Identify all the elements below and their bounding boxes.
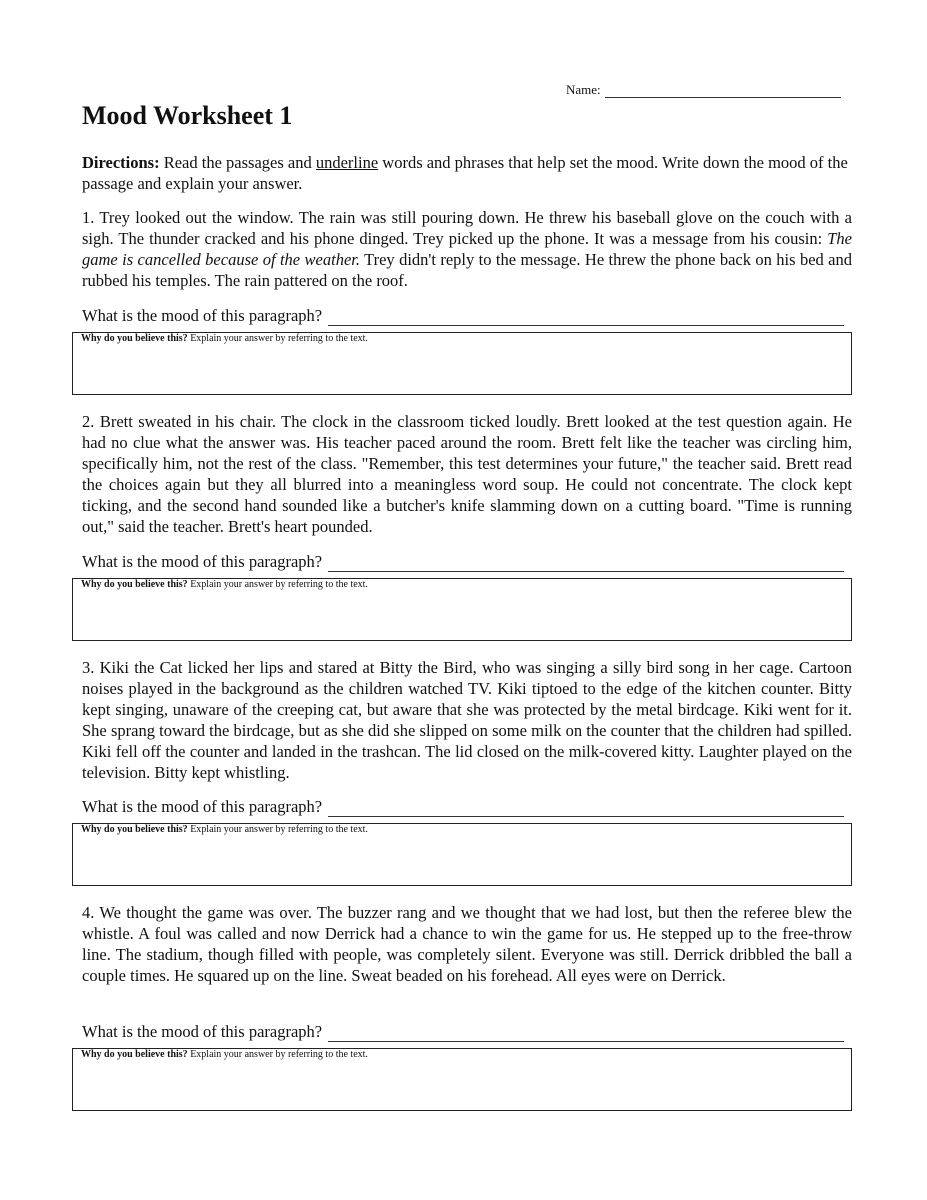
mood-answer-line-3[interactable] <box>328 800 844 817</box>
mood-question-3[interactable] <box>82 796 844 817</box>
answer-box-4-prompt-text: Explain your answer by referring to the text. <box>187 1049 368 1060</box>
passage-1-text-end: Trey didn't reply to the message. He threw the phone back on his bed and rubbed his temples. The rain pattered on the roof. <box>82 250 852 290</box>
directions-label: Directions: <box>82 153 160 172</box>
passage-2 <box>82 411 852 537</box>
answer-box-1-prompt-text: Explain your answer by referring to the text. <box>187 333 368 344</box>
answer-box-2-prompt <box>81 579 368 591</box>
passage-4 <box>82 902 852 986</box>
page-title: Mood Worksheet 1 <box>82 101 293 130</box>
answer-box-2-prompt-bold: Why do you believe this? <box>81 579 188 590</box>
passage-3-text: 3. Kiki the Cat licked her lips and stared at Bitty the Bird, who was singing a silly bird song in her cage. Cartoon noises played in the background as the children watched TV. Kiki tiptoed to the edge of the kitchen counter. Bitty kept singing, unaware of the creeping cat, but aware that she was protected by the metal birdcage. Kiki went for it. She sprang toward the birdcage, but as she did she slipped on some milk on the counter that the children had spilled. Kiki fell off the counter and landed in the trashcan. The lid closed on the milk-covered kitty. Laughter played on the television. Bitty kept whistling. <box>82 658 852 782</box>
mood-question-4-label: What is the mood of this paragraph? <box>82 1022 323 1041</box>
answer-box-2[interactable] <box>72 578 852 641</box>
mood-answer-line-4[interactable] <box>328 1025 844 1042</box>
answer-box-1[interactable] <box>72 332 852 395</box>
answer-box-3[interactable] <box>72 823 852 886</box>
passage-1-italic-text: The game is cancelled because of the weather. <box>82 229 852 269</box>
mood-answer-line-2[interactable] <box>328 555 844 572</box>
answer-box-1-prompt <box>81 333 368 345</box>
mood-answer-line-1[interactable] <box>328 309 844 326</box>
mood-question-4[interactable] <box>82 1021 844 1042</box>
answer-box-3-prompt <box>81 824 368 836</box>
passage-1 <box>82 207 852 291</box>
mood-question-1[interactable] <box>82 305 844 326</box>
name-field[interactable] <box>566 82 841 98</box>
answer-box-3-prompt-text: Explain your answer by referring to the text. <box>187 824 368 835</box>
directions-text-after: words and phrases that help set the mood. Write down the mood of the passage and explain your answer. <box>82 153 848 193</box>
passage-1-text: 1. Trey looked out the window. The rain was still pouring down. He threw his baseball glove on the couch with a sigh. The thunder cracked and his phone dinged. Trey picked up the phone. It was a message from his cousin: <box>82 208 852 248</box>
passage-3 <box>82 657 852 783</box>
answer-box-4-prompt-bold: Why do you believe this? <box>81 1049 188 1060</box>
passage-4-text: 4. We thought the game was over. The buzzer rang and we thought that we had lost, but then the referee blew the whistle. A foul was called and now Derrick had a chance to win the game for us. He stepped up to the free-throw line. The stadium, though filled with people, was completely silent. Everyone was still. Derrick dribbled the ball a couple times. He squared up on the line. Sweat beaded on his forehead. All eyes were on Derrick. <box>82 903 852 985</box>
answer-box-1-prompt-bold: Why do you believe this? <box>81 333 188 344</box>
passage-2-text: 2. Brett sweated in his chair. The clock in the classroom ticked loudly. Brett looked at the test question again. He had no clue what the answer was. His teacher paced around the room. Brett felt like the teacher was circling him, specifically him, not the rest of the class. "Remember, this test determines your future," the teacher said. Brett read the choices again but they all blurred into a meaningless word soup. He could not concentrate. The clock kept ticking, and the second hand sounded like a butcher's knife slamming down on a cutting board. "Time is running out," said the teacher. Brett's heart pounded. <box>82 412 852 536</box>
mood-question-3-label: What is the mood of this paragraph? <box>82 797 323 816</box>
mood-question-1-label: What is the mood of this paragraph? <box>82 306 323 325</box>
mood-question-2[interactable] <box>82 551 844 572</box>
name-label: Name: <box>566 82 601 97</box>
answer-box-2-prompt-text: Explain your answer by referring to the text. <box>187 579 368 590</box>
answer-box-4-prompt <box>81 1049 368 1061</box>
answer-box-3-prompt-bold: Why do you believe this? <box>81 824 188 835</box>
answer-box-4[interactable] <box>72 1048 852 1111</box>
directions-underlined-word: underline <box>315 153 379 172</box>
mood-question-2-label: What is the mood of this paragraph? <box>82 552 323 571</box>
directions <box>82 152 852 194</box>
name-blank-line[interactable] <box>605 83 841 98</box>
directions-text-before: Read the passages and <box>159 153 316 172</box>
